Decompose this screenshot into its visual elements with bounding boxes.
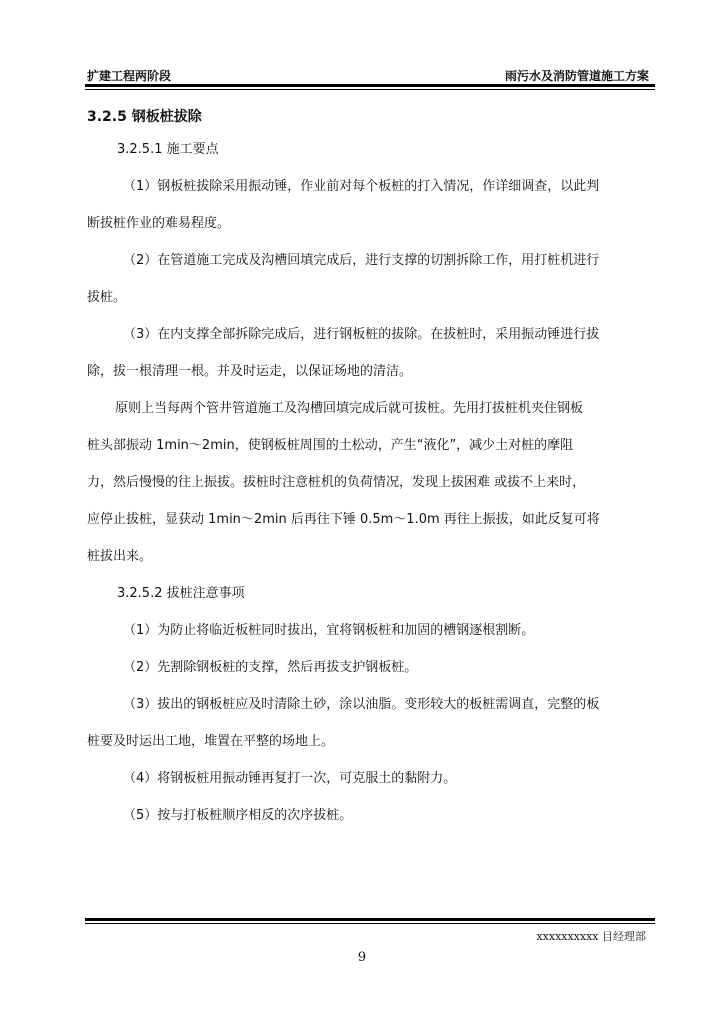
subsection-heading: 3.2.5.2 拔桩注意事项 [117, 586, 245, 601]
paragraph-line: （5）按与打板桩顺序相反的次序拔桩。 [123, 808, 353, 823]
paragraph-line: （2）先割除钢板桩的支撑，然后再拔支护钢板桩。 [123, 660, 418, 675]
paragraph-line: （1）为防止将临近板桩同时拔出，宜将钢板桩和加固的槽钢逐根割断。 [123, 623, 535, 638]
paragraph-line: （3）拔出的钢板桩应及时清除土砂，涂以油脂。变形较大的板桩需调直，完整的板 [123, 697, 600, 712]
header-rule-thick [85, 84, 655, 87]
section-title: 3.2.5 钢板桩拔除 [87, 109, 202, 125]
paragraph-line: 拔桩。 [87, 290, 127, 305]
paragraph-line: （2）在管道施工完成及沟槽回填完成后，进行支撑的切割拆除工作，用打桩机进行 [123, 253, 600, 268]
header-rule-thin [85, 89, 655, 90]
paragraph-line: （3）在内支撑全部拆除完成后，进行钢板桩的拔除。在拔桩时，采用振动锤进行拔 [123, 327, 600, 342]
paragraph-line: 桩要及时运出工地，堆置在平整的场地上。 [87, 734, 335, 749]
paragraph-line: 力，然后慢慢的往上振拔。拔桩时注意桩机的负荷情况，发现上拔困难 或拔不上来时， [87, 475, 586, 490]
paragraph-line: 桩拔出来。 [87, 549, 153, 564]
paragraph-line: 断拔桩作业的难易程度。 [87, 216, 231, 231]
page-header-left: 扩建工程两阶段 [87, 69, 172, 83]
paragraph-line: 除，拔一根清理一根。并及时运走，以保证场地的清洁。 [87, 364, 413, 379]
paragraph-line: 应停止拔桩，显获动 1min～2min 后再往下锤 0.5m～1.0m 再往上振拔，如此反复可将 [87, 512, 600, 527]
subsection-heading: 3.2.5.1 施工要点 [117, 142, 219, 157]
footer-rule-thick [85, 918, 655, 921]
page-header-right: 雨污水及消防管道施工方案 [504, 69, 649, 83]
footer-department: xxxxxxxxxx 目经理部 [536, 930, 646, 943]
paragraph-line: （1）钢板桩拔除采用振动锤，作业前对每个板桩的打入情况，作详细调查，以此判 [123, 179, 600, 194]
paragraph-line: （4）将钢板桩用振动锤再复打一次，可克服土的黏附力。 [123, 771, 457, 786]
footer-rule-thin [85, 923, 655, 924]
page-number: 9 [357, 950, 367, 965]
paragraph-line: 原则上当每两个管井管道施工及沟槽回填完成后就可拔桩。先用打拔桩机夹住钢板 [115, 401, 584, 416]
paragraph-line: 桩头部振动 1min～2min，使钢板桩周围的土松动，产生“液化”，减少土对桩的摩阻 [87, 438, 574, 453]
document-body [87, 103, 657, 834]
